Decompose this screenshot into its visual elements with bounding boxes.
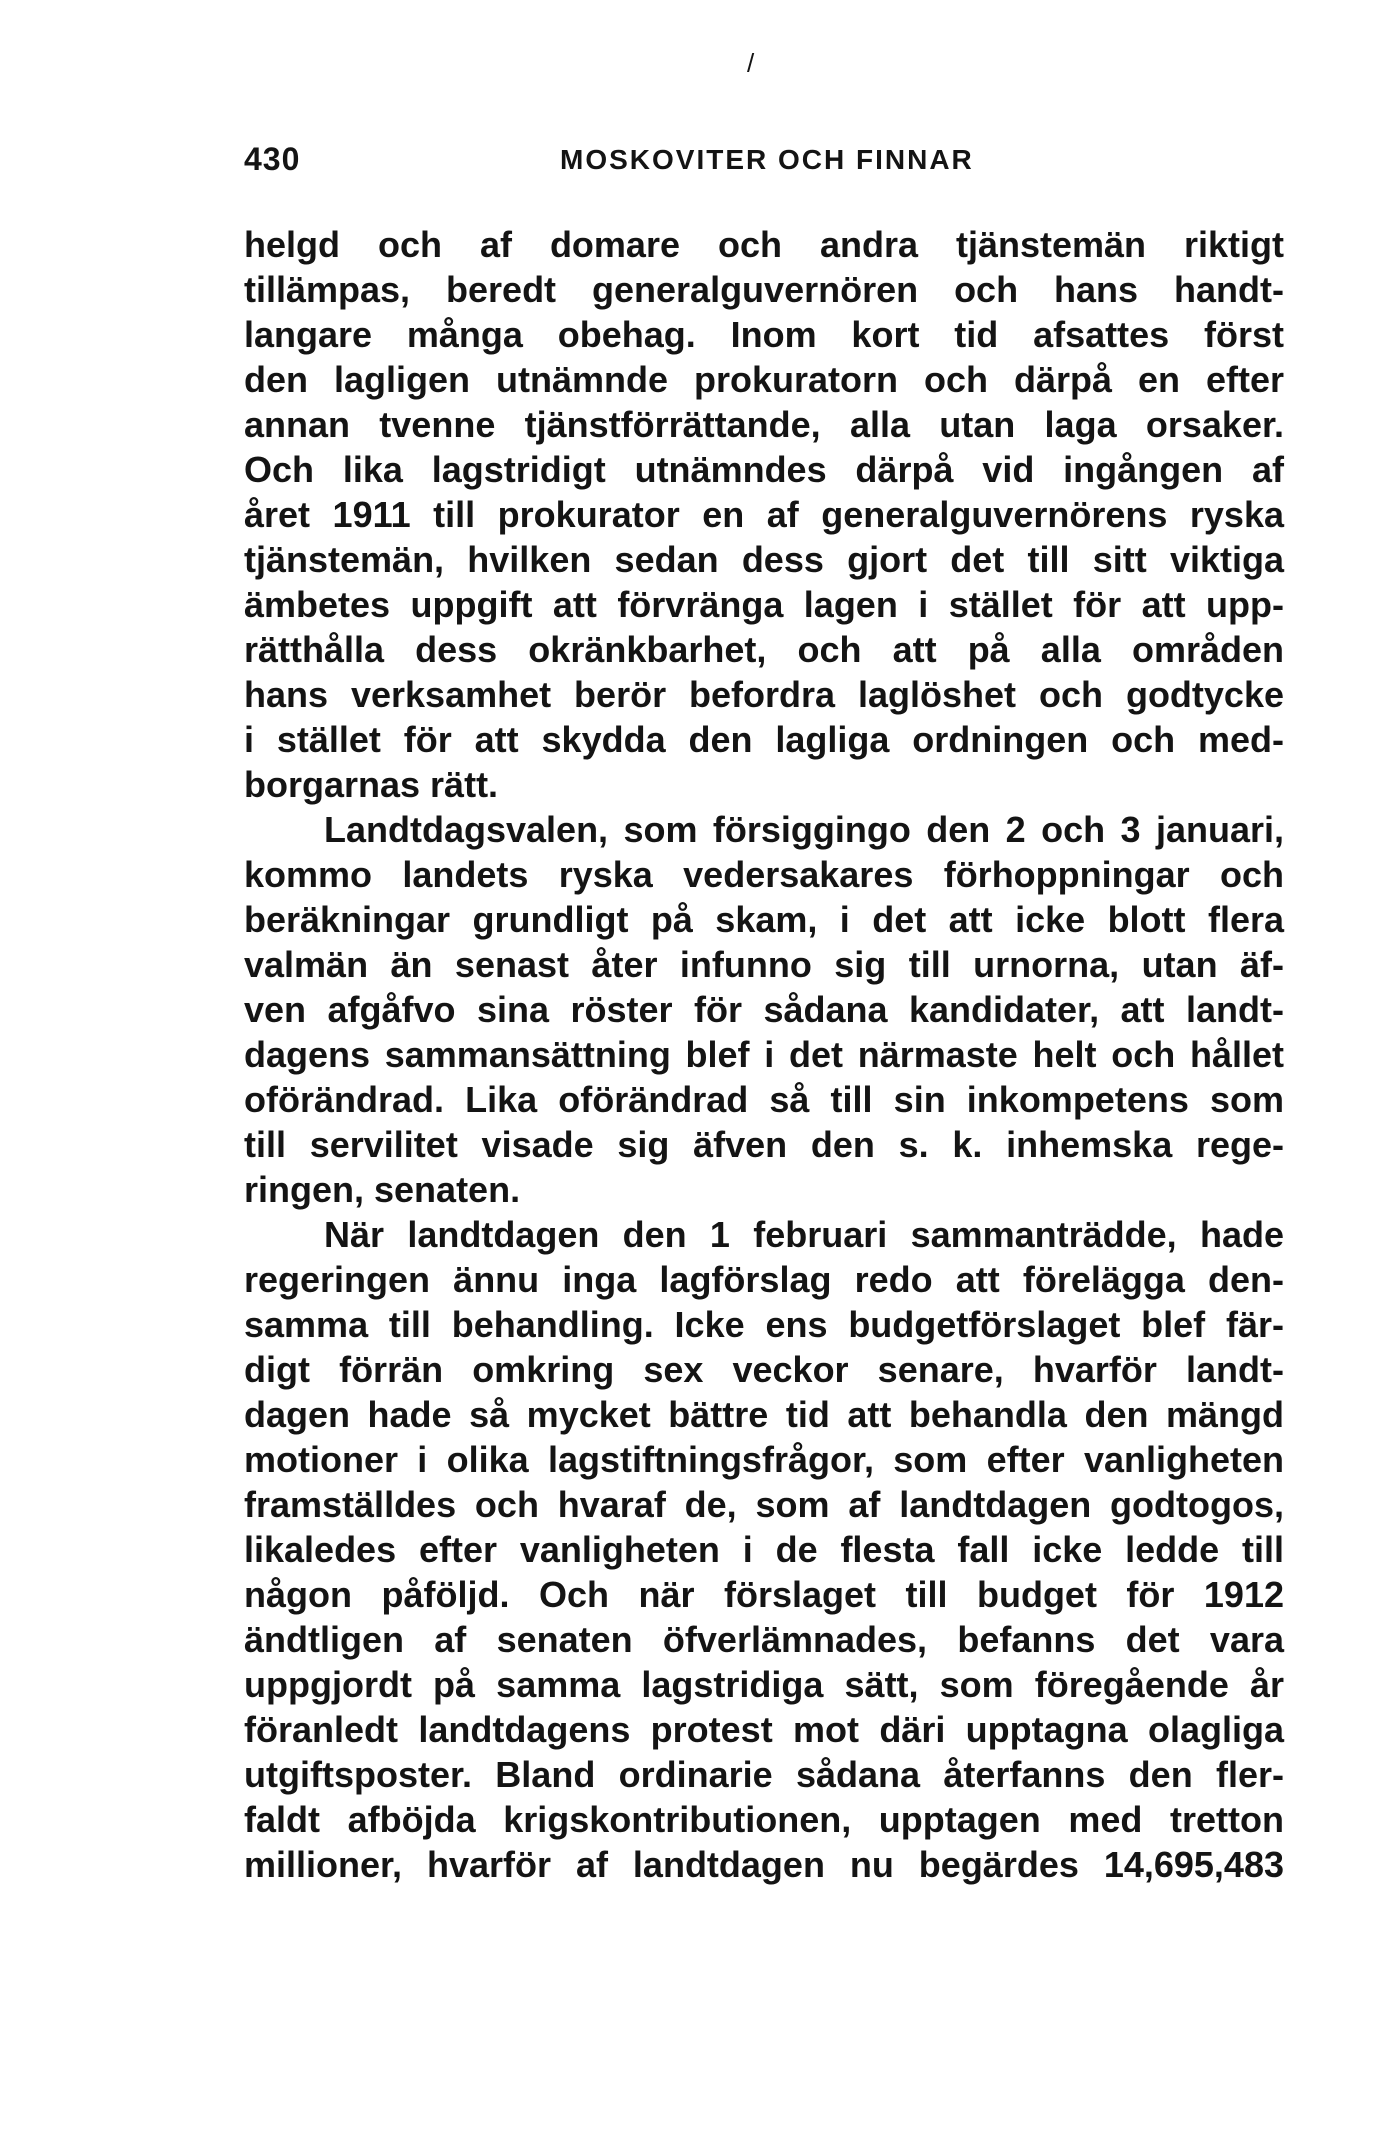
body-text [244, 222, 1284, 1887]
page-header [244, 141, 1264, 181]
text-line: ämbetes uppgift att förvränga lagen i stället för att upp- [244, 584, 1284, 625]
text-line: kommo landets ryska vedersakares förhoppningar och [244, 854, 1284, 895]
text-line: i stället för att skydda den lagliga ordningen och med- [244, 719, 1284, 760]
text-line: regeringen ännu inga lagförslag redo att förelägga den- [244, 1259, 1284, 1300]
page-number: 430 [244, 141, 301, 177]
text-line: året 1911 till prokurator en af generalguvernörens ryska [244, 494, 1284, 535]
stray-mark: / [747, 48, 755, 78]
text-line: ven afgåfvo sina röster för sådana kandidater, att landt- [244, 989, 1284, 1030]
running-title: MOSKOVITER OCH FINNAR [560, 144, 974, 175]
text-line: utgiftsposter. Bland ordinarie sådana återfanns den fler- [244, 1754, 1284, 1795]
text-line: tjänstemän, hvilken sedan dess gjort det till sitt viktiga [244, 539, 1284, 580]
text-line: Och lika lagstridigt utnämndes därpå vid ingången af [244, 449, 1284, 490]
text-line: millioner, hvarför af landtdagen nu begärdes 14,695,483 [244, 1844, 1284, 1885]
text-line: Landtdagsvalen, som försiggingo den 2 och 3 januari, [324, 809, 1284, 850]
text-line: ringen, senaten. [244, 1169, 521, 1210]
text-line: likaledes efter vanligheten i de flesta fall icke ledde till [244, 1529, 1284, 1570]
text-line: någon påföljd. Och när förslaget till budget för 1912 [244, 1574, 1284, 1615]
text-line: dagens sammansättning blef i det närmaste helt och hållet [244, 1034, 1284, 1075]
text-line: ändtligen af senaten öfverlämnades, befanns det vara [244, 1619, 1284, 1660]
text-line: beräkningar grundligt på skam, i det att icke blott flera [244, 899, 1284, 940]
text-line: digt förrän omkring sex veckor senare, hvarför landt- [244, 1349, 1284, 1390]
text-line: borgarnas rätt. [244, 764, 499, 805]
text-line: annan tvenne tjänstförrättande, alla utan laga orsaker. [244, 404, 1284, 445]
text-line: uppgjordt på samma lagstridiga sätt, som föregående år [244, 1664, 1284, 1705]
text-line: den lagligen utnämnde prokuratorn och därpå en efter [244, 359, 1284, 400]
text-line: När landtdagen den 1 februari sammanträdde, hade [324, 1214, 1284, 1255]
text-line: langare många obehag. Inom kort tid afsattes först [244, 314, 1284, 355]
text-line: rätthålla dess okränkbarhet, och att på alla områden [244, 629, 1284, 670]
text-line: faldt afböjda krigskontributionen, upptagen med tretton [244, 1799, 1284, 1840]
text-line: valmän än senast åter infunno sig till urnorna, utan äf- [244, 944, 1284, 985]
text-line: till servilitet visade sig äfven den s. k. inhemska rege- [244, 1124, 1284, 1165]
text-line: tillämpas, beredt generalguvernören och hans handt- [244, 269, 1284, 310]
text-line: oförändrad. Lika oförändrad så till sin inkompetens som [244, 1079, 1284, 1120]
text-line: föranledt landtdagens protest mot däri upptagna olagliga [244, 1709, 1284, 1750]
text-line: helgd och af domare och andra tjänstemän riktigt [244, 224, 1284, 265]
text-line: dagen hade så mycket bättre tid att behandla den mängd [244, 1394, 1284, 1435]
text-line: samma till behandling. Icke ens budgetförslaget blef fär- [244, 1304, 1284, 1345]
text-line: motioner i olika lagstiftningsfrågor, som efter vanligheten [244, 1439, 1284, 1480]
text-line: framställdes och hvaraf de, som af landtdagen godtogos, [244, 1484, 1284, 1525]
text-line: hans verksamhet berör befordra laglöshet och godtycke [244, 674, 1284, 715]
